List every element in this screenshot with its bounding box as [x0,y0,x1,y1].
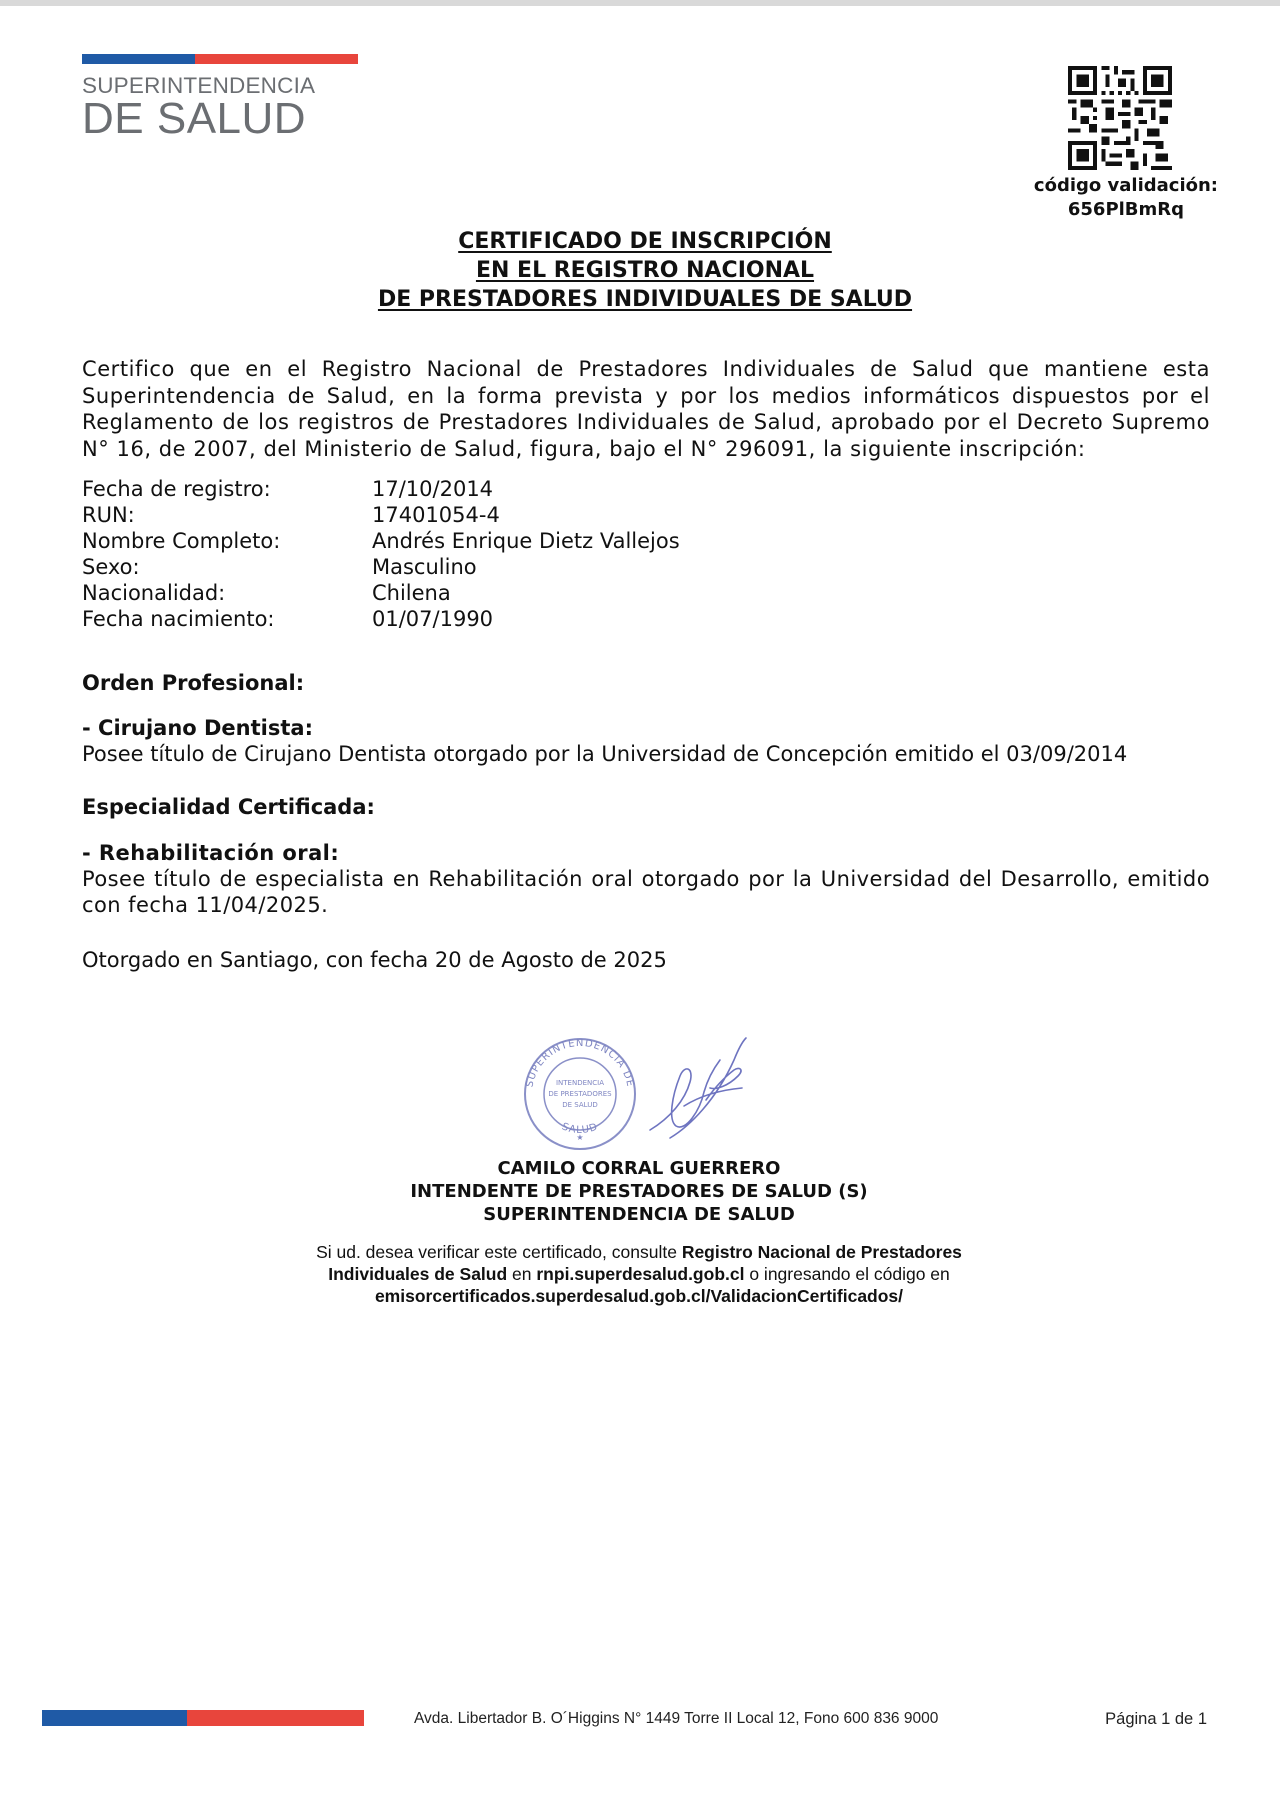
seal-and-signature [520,1030,760,1152]
validation-label: código validación: [1033,175,1218,196]
verify-rnpi-link[interactable]: rnpi.superdesalud.gob.cl [536,1264,745,1284]
field-label: Nacionalidad: [82,581,226,605]
field-row [82,580,680,606]
field-row [82,502,680,528]
seal-center-line-2: DE PRESTADORES [548,1090,612,1098]
seal-outer-bottom: SALUD [560,1121,600,1136]
field-row [82,476,680,502]
especialidad-item-title: - Rehabilitación oral: [82,841,340,865]
verify-registry-name-2: Individuales de Salud [328,1264,508,1284]
field-label: Sexo: [82,555,140,579]
verify-text: en [507,1264,537,1284]
field-row [82,606,680,632]
signature-scrawl [650,1038,746,1138]
superintendencia-logo [82,54,358,143]
title-line-2: EN EL REGISTRO NACIONAL [475,258,815,283]
field-value: 17401054-4 [372,503,500,527]
footer-address: Avda. Libertador B. O´Higgins N° 1449 Torre II Local 12, Fono 600 836 9000 [414,1710,939,1727]
field-value: 17/10/2014 [372,477,494,501]
field-label: Fecha de registro: [82,477,271,501]
title-line-3: DE PRESTADORES INDIVIDUALES DE SALUD [377,287,913,312]
seal-center-line-1: INTENDENCIA [555,1079,605,1087]
seal-stamp [524,1038,635,1149]
page-number: Página 1 de 1 [1105,1710,1207,1728]
especialidad-item [82,840,1210,918]
field-value: Andrés Enrique Dietz Vallejos [372,529,680,553]
registration-fields [82,476,680,632]
verification-note [0,1241,1278,1307]
top-border [0,0,1280,6]
field-label: Fecha nacimiento: [82,607,275,631]
signer-name: CAMILO CORRAL GUERRERO [497,1158,781,1179]
field-value: 01/07/1990 [372,607,494,631]
verify-text: o ingresando el código en [744,1264,950,1284]
verify-text: Si ud. desea verificar este certificado, consulte [316,1242,682,1262]
seal-outer-top: SUPERINTENDENCIA DE [524,1037,636,1089]
seal-center-line-3: DE SALUD [562,1101,598,1109]
especialidad-heading: Especialidad Certificada: [82,795,375,819]
field-row [82,554,680,580]
logo-line-1: SUPERINTENDENCIA [82,73,316,98]
field-label: RUN: [82,503,135,527]
signer-block [0,1157,1278,1226]
verify-validation-link[interactable]: emisorcertificados.superdesalud.gob.cl/ValidacionCertificados/ [374,1286,904,1306]
intro-paragraph: Certifico que en el Registro Nacional de Prestadores Individuales de Salud que mantiene esta Superintendencia de Salud, en la forma prevista y por los medios informáticos dispuestos por el Reglamento de los registros de Prestadores Individuales de Salud, aprobado por el Decreto Supremo N° 16, de 2007, del Ministerio de Salud, figura, bajo el N° 296091, la siguiente inscripción: [82,357,1210,461]
footer-flag-bar [42,1710,364,1726]
orden-item [82,715,1210,767]
field-label: Nombre Completo: [82,529,281,553]
signer-org: SUPERINTENDENCIA DE SALUD [483,1204,795,1225]
granted-text: Otorgado en Santiago, con fecha 20 de Agosto de 2025 [82,948,667,972]
certificate-title [0,227,1280,314]
field-row [82,528,680,554]
signer-role: INTENDENTE DE PRESTADORES DE SALUD (S) [410,1181,868,1202]
title-line-1: CERTIFICADO DE INSCRIPCIÓN [458,229,832,254]
especialidad-item-text: Posee título de especialista en Rehabilitación oral otorgado por la Universidad del Desarrollo, emitido con fecha 11/04/2025. [82,867,1210,917]
orden-item-title: - Cirujano Dentista: [82,716,313,740]
qr-code-icon [1068,66,1172,170]
orden-item-text: Posee título de Cirujano Dentista otorgado por la Universidad de Concepción emitido el 03/09/2014 [82,742,1128,766]
validation-code [1034,174,1218,222]
orden-heading: Orden Profesional: [82,671,305,695]
field-value: Chilena [372,581,451,605]
svg-text:★: ★ [576,1133,584,1142]
verify-registry-name: Registro Nacional de Prestadores [681,1242,962,1262]
logo-line-2: DE SALUD [82,94,307,143]
validation-code-value: 656PlBmRq [1067,199,1185,220]
logo-flag-bar [82,54,358,64]
field-value: Masculino [372,555,477,579]
